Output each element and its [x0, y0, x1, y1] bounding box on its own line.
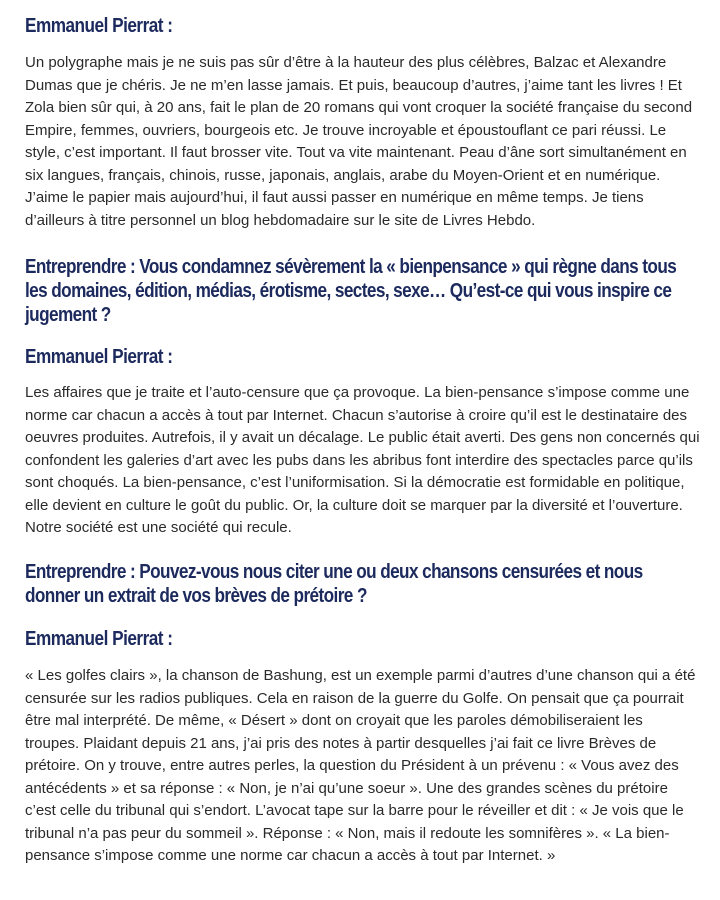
- interview-question: Entreprendre : Vous condamnez sévèrement la « bienpensance » qui règne dans tous les domaines, édition, médias, érotisme, sectes, sexe… Qu’est-ce qui vous inspire ce jugement ?: [25, 256, 677, 326]
- speaker-label: Emmanuel Pierrat :: [25, 15, 173, 37]
- interview-question: Entreprendre : Pouvez-vous nous citer une ou deux chansons censurées et nous donner un extrait de vos brèves de prétoire ?: [25, 561, 643, 607]
- answer-paragraph: Les affaires que je traite et l’auto-censure que ça provoque. La bien-pensance s’impose comme une norme car chacun a accès à tout par Internet. Chacun s’autorise à croire qu’il est le destinataire des oeuvres produites. Autrefois, il y avait un décalage. Le public était averti. Des gens non concernés qui confondent les galeries d’art avec les pubs dans les abribus font interdire des spectacles parce qu’ils sont choqués. La bien-pensance, c’est l’uniformisation. Si la démocratie est formidable en politique, elle devient en culture le goût du public. Or, la culture doit se marquer par la diversité et l’ouverture. Notre société est une société qui recule.: [25, 384, 700, 536]
- speaker-label: Emmanuel Pierrat :: [25, 346, 173, 368]
- speaker-label: Emmanuel Pierrat :: [25, 628, 173, 650]
- answer-paragraph: Un polygraphe mais je ne suis pas sûr d’être à la hauteur des plus célèbres, Balzac et Alexandre Dumas que je chéris. Je ne m’en lasse jamais. Et puis, beaucoup d’autres, j’aime tant les livres ! Et Zola bien sûr qui, à 20 ans, fait le plan de 20 romans qui vont croquer la société française du second Empire, femmes, ouvriers, bourgeois etc. Je trouve incroyable et époustouflant ce pari réussi. Le style, c’est important. Il faut brosser vite. Tout va vite maintenant. Peau d’âne sort simultanément en six langues, français, chinois, russe, japonais, anglais, arabe du Moyen-Orient et en numérique. J’aime le papier mais aujourd’hui, il faut aussi passer en numérique en même temps. Je tiens d’ailleurs à titre personnel un blog hebdomadaire sur le site de Livres Hebdo.: [25, 54, 693, 229]
- answer-paragraph: « Les golfes clairs », la chanson de Bashung, est un exemple parmi d’autres d’une chanson qui a été censurée sur les radios publiques. Cela en raison de la guerre du Golfe. On pensait que ça pourrait être mal interprété. De même, « Désert » dont on croyait que les paroles démobiliseraient les troupes. Plaidant depuis 21 ans, j’ai pris des notes à partir desquelles j’ai fait ce livre Brèves de prétoire. On y trouve, entre autres perles, la question du Président à un prévenu : « Vous avez des antécédents » et sa réponse : « Non, je n’ai qu’une soeur ». Une des grandes scènes du prétoire c’est celle du tribunal qui s’endort. L’avocat tape sur la barre pour le réveiller et dit : « Je vois que le tribunal n’a pas peur du sommeil ». Réponse : « Non, mais il redoute les somnifères ». « La bien-pensance s’impose comme une norme car chacun a accès à tout par Internet. »: [25, 667, 696, 864]
